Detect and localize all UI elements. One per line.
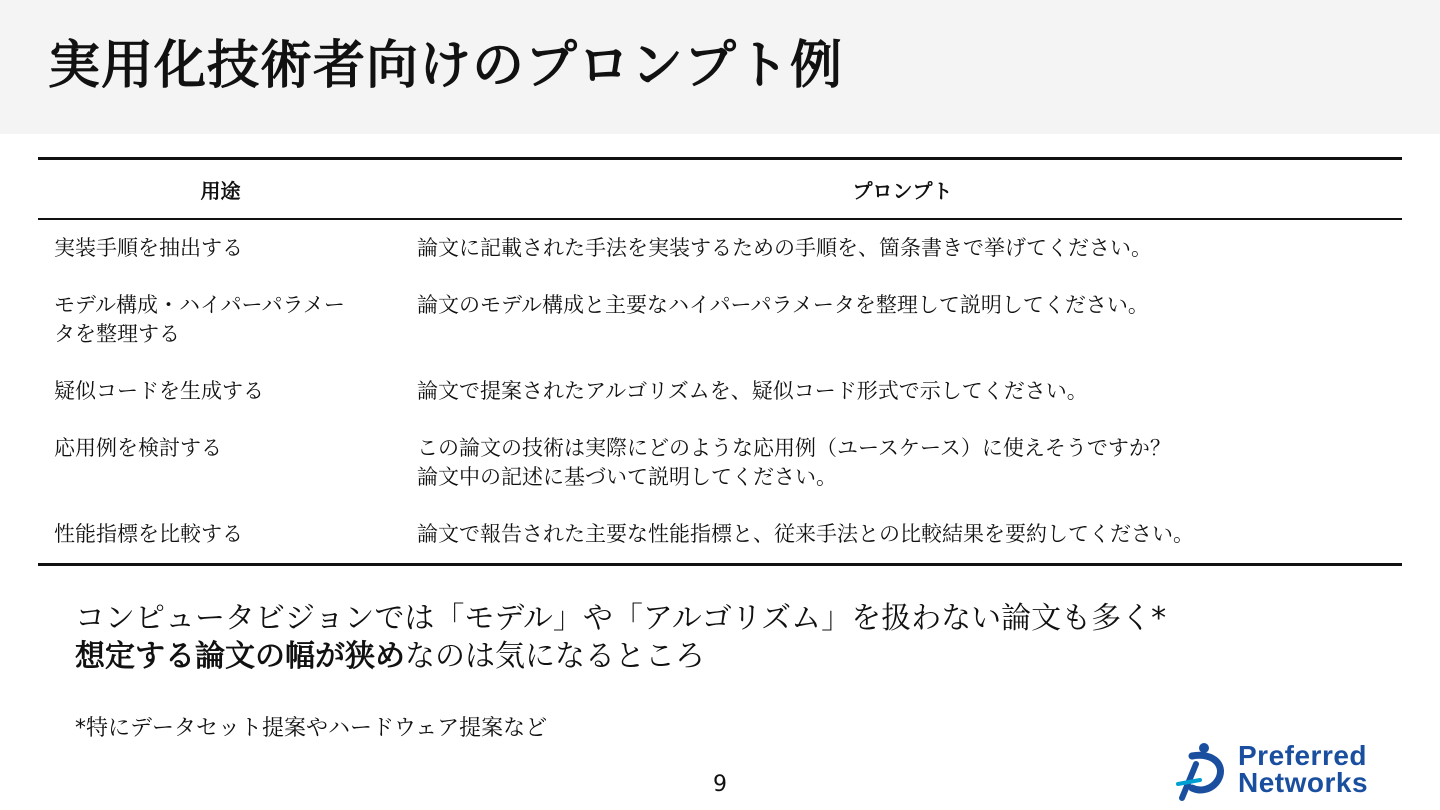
page-title: 実用化技術者向けのプロンプト例 — [48, 36, 844, 96]
cell-text: 応用例を検討する — [54, 436, 222, 460]
logo-wordmark — [1238, 742, 1368, 796]
cell-text: 性能指標を比較する — [54, 522, 243, 546]
comment-rest: なのは気になるところ — [405, 639, 705, 674]
column-header-prompt: プロンプト — [852, 178, 953, 203]
cell-prompt — [403, 420, 1402, 506]
table-row — [38, 420, 1402, 506]
logo-mark-icon — [1174, 740, 1234, 802]
cell-text: 論文のモデル構成と主要なハイパーパラメータを整理して説明してください。 — [417, 293, 1149, 317]
cell-use — [38, 506, 403, 565]
footnote: *特にデータセット提案やハードウェア提案など — [75, 716, 548, 741]
comment-line-2 — [75, 638, 1166, 676]
page-number: 9 — [713, 772, 727, 797]
cell-text: 論文中の記述に基づいて説明してください。 — [417, 465, 837, 489]
comment-line-1: コンピュータビジョンでは「モデル」や「アルゴリズム」を扱わない論文も多く* — [75, 601, 1167, 636]
column-header-use: 用途 — [200, 178, 241, 203]
cell-text: タを整理する — [54, 322, 180, 346]
comment-note — [75, 600, 1166, 676]
cell-use — [38, 363, 403, 420]
cell-text: この論文の技術は実際にどのような応用例（ユースケース）に使えそうですか？ — [417, 436, 1171, 460]
cell-use — [38, 420, 403, 506]
cell-use — [38, 219, 403, 277]
cell-text: 実装手順を抽出する — [54, 236, 243, 260]
cell-text: 論文に記載された手法を実装するための手順を、箇条書きで挙げてください。 — [417, 236, 1152, 260]
cell-text: 論文で提案されたアルゴリズムを、疑似コード形式で示してください。 — [417, 379, 1088, 403]
table-header-row — [38, 159, 1402, 220]
table-row — [38, 277, 1402, 363]
cell-prompt — [403, 363, 1402, 420]
comment-emphasis: 想定する論文の幅が狭め — [75, 639, 405, 674]
table-row — [38, 363, 1402, 420]
cell-use — [38, 277, 403, 363]
prompt-table — [38, 157, 1402, 566]
table-row — [38, 506, 1402, 565]
logo-text-line-1: Preferred — [1238, 740, 1368, 771]
cell-prompt — [403, 277, 1402, 363]
company-logo — [1174, 740, 1424, 802]
cell-prompt — [403, 506, 1402, 565]
cell-text: モデル構成・ハイパーパラメー — [54, 293, 345, 317]
cell-prompt — [403, 219, 1402, 277]
table-row — [38, 219, 1402, 277]
cell-text: 論文で報告された主要な性能指標と、従来手法との比較結果を要約してください。 — [417, 522, 1194, 546]
logo-text-line-2: Networks — [1238, 767, 1369, 798]
cell-text: 疑似コードを生成する — [54, 379, 264, 403]
